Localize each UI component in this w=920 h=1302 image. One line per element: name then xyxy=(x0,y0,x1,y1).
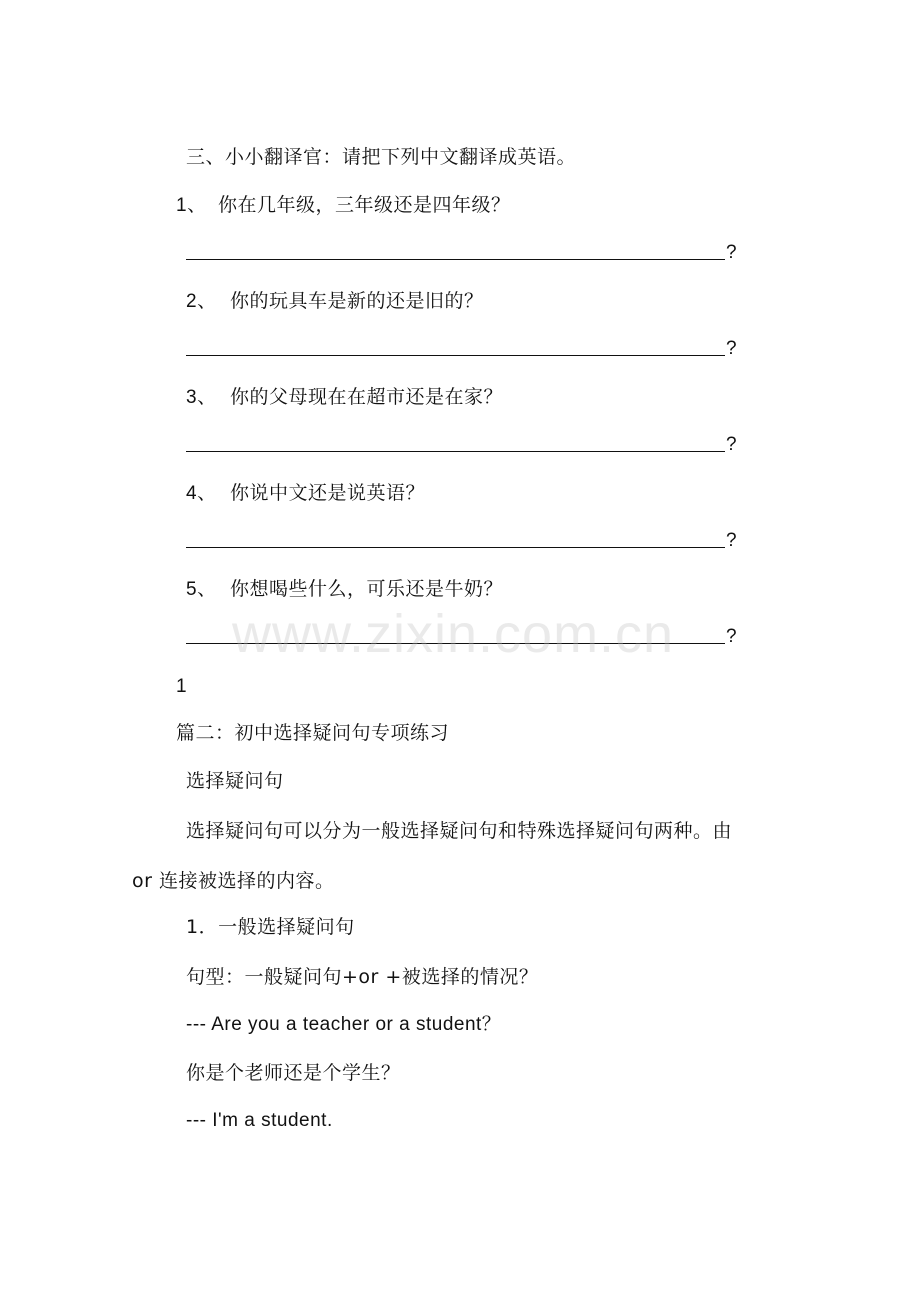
question-number: 1、 xyxy=(176,195,207,216)
question-text: 你想喝些什么，可乐还是牛奶？ xyxy=(230,578,504,600)
example-answer: --- I'm a student. xyxy=(186,1110,333,1131)
answer-question-mark: ? xyxy=(726,626,737,647)
question-number: 5、 xyxy=(186,579,217,600)
page-number: 1 xyxy=(176,676,188,697)
question-item-4 xyxy=(186,480,425,507)
answer-underline xyxy=(186,259,725,260)
part-title: 篇二：初中选择疑问句专项练习 xyxy=(176,722,450,744)
answer-underline xyxy=(186,547,725,548)
answer-question-mark: ? xyxy=(726,530,737,551)
answer-question-mark: ? xyxy=(726,338,737,359)
question-text: 你的父母现在在超市还是在家？ xyxy=(230,386,504,408)
intro-paragraph-line-1: 选择疑问句可以分为一般选择疑问句和特殊选择疑问句两种。由 xyxy=(186,820,733,842)
question-item-2 xyxy=(186,288,484,315)
answer-line-3[interactable] xyxy=(186,432,746,458)
question-item-3 xyxy=(186,384,503,411)
question-text: 你在几年级，三年级还是四年级？ xyxy=(218,194,511,216)
section-heading: 三、小小翻译官：请把下列中文翻译成英语。 xyxy=(186,146,577,168)
answer-underline xyxy=(186,355,725,356)
answer-line-1[interactable] xyxy=(186,240,746,266)
intro-paragraph-line-2: or 连接被选择的内容。 xyxy=(132,870,335,892)
question-item-1 xyxy=(176,192,511,219)
question-number: 3、 xyxy=(186,387,217,408)
answer-question-mark: ? xyxy=(726,434,737,455)
section-heading-general-choice: 1．一般选择疑问句 xyxy=(186,916,355,938)
answer-underline xyxy=(186,451,725,452)
answer-line-5[interactable] xyxy=(186,624,746,650)
answer-line-2[interactable] xyxy=(186,336,746,362)
answer-underline xyxy=(186,643,725,644)
answer-question-mark: ? xyxy=(726,242,737,263)
watermark: www.zixin.com.cn xyxy=(232,604,675,664)
part-subtitle: 选择疑问句 xyxy=(186,770,284,792)
question-text: 你说中文还是说英语？ xyxy=(230,482,426,504)
question-number: 2、 xyxy=(186,291,217,312)
question-number: 4、 xyxy=(186,483,217,504)
sentence-pattern: 句型：一般疑问句+or +被选择的情况？ xyxy=(186,966,539,988)
example-question-translation: 你是个老师还是个学生？ xyxy=(186,1062,401,1084)
question-text: 你的玩具车是新的还是旧的？ xyxy=(230,290,484,312)
answer-line-4[interactable] xyxy=(186,528,746,554)
question-item-5 xyxy=(186,576,503,603)
example-question: --- Are you a teacher or a student？ xyxy=(186,1014,502,1035)
